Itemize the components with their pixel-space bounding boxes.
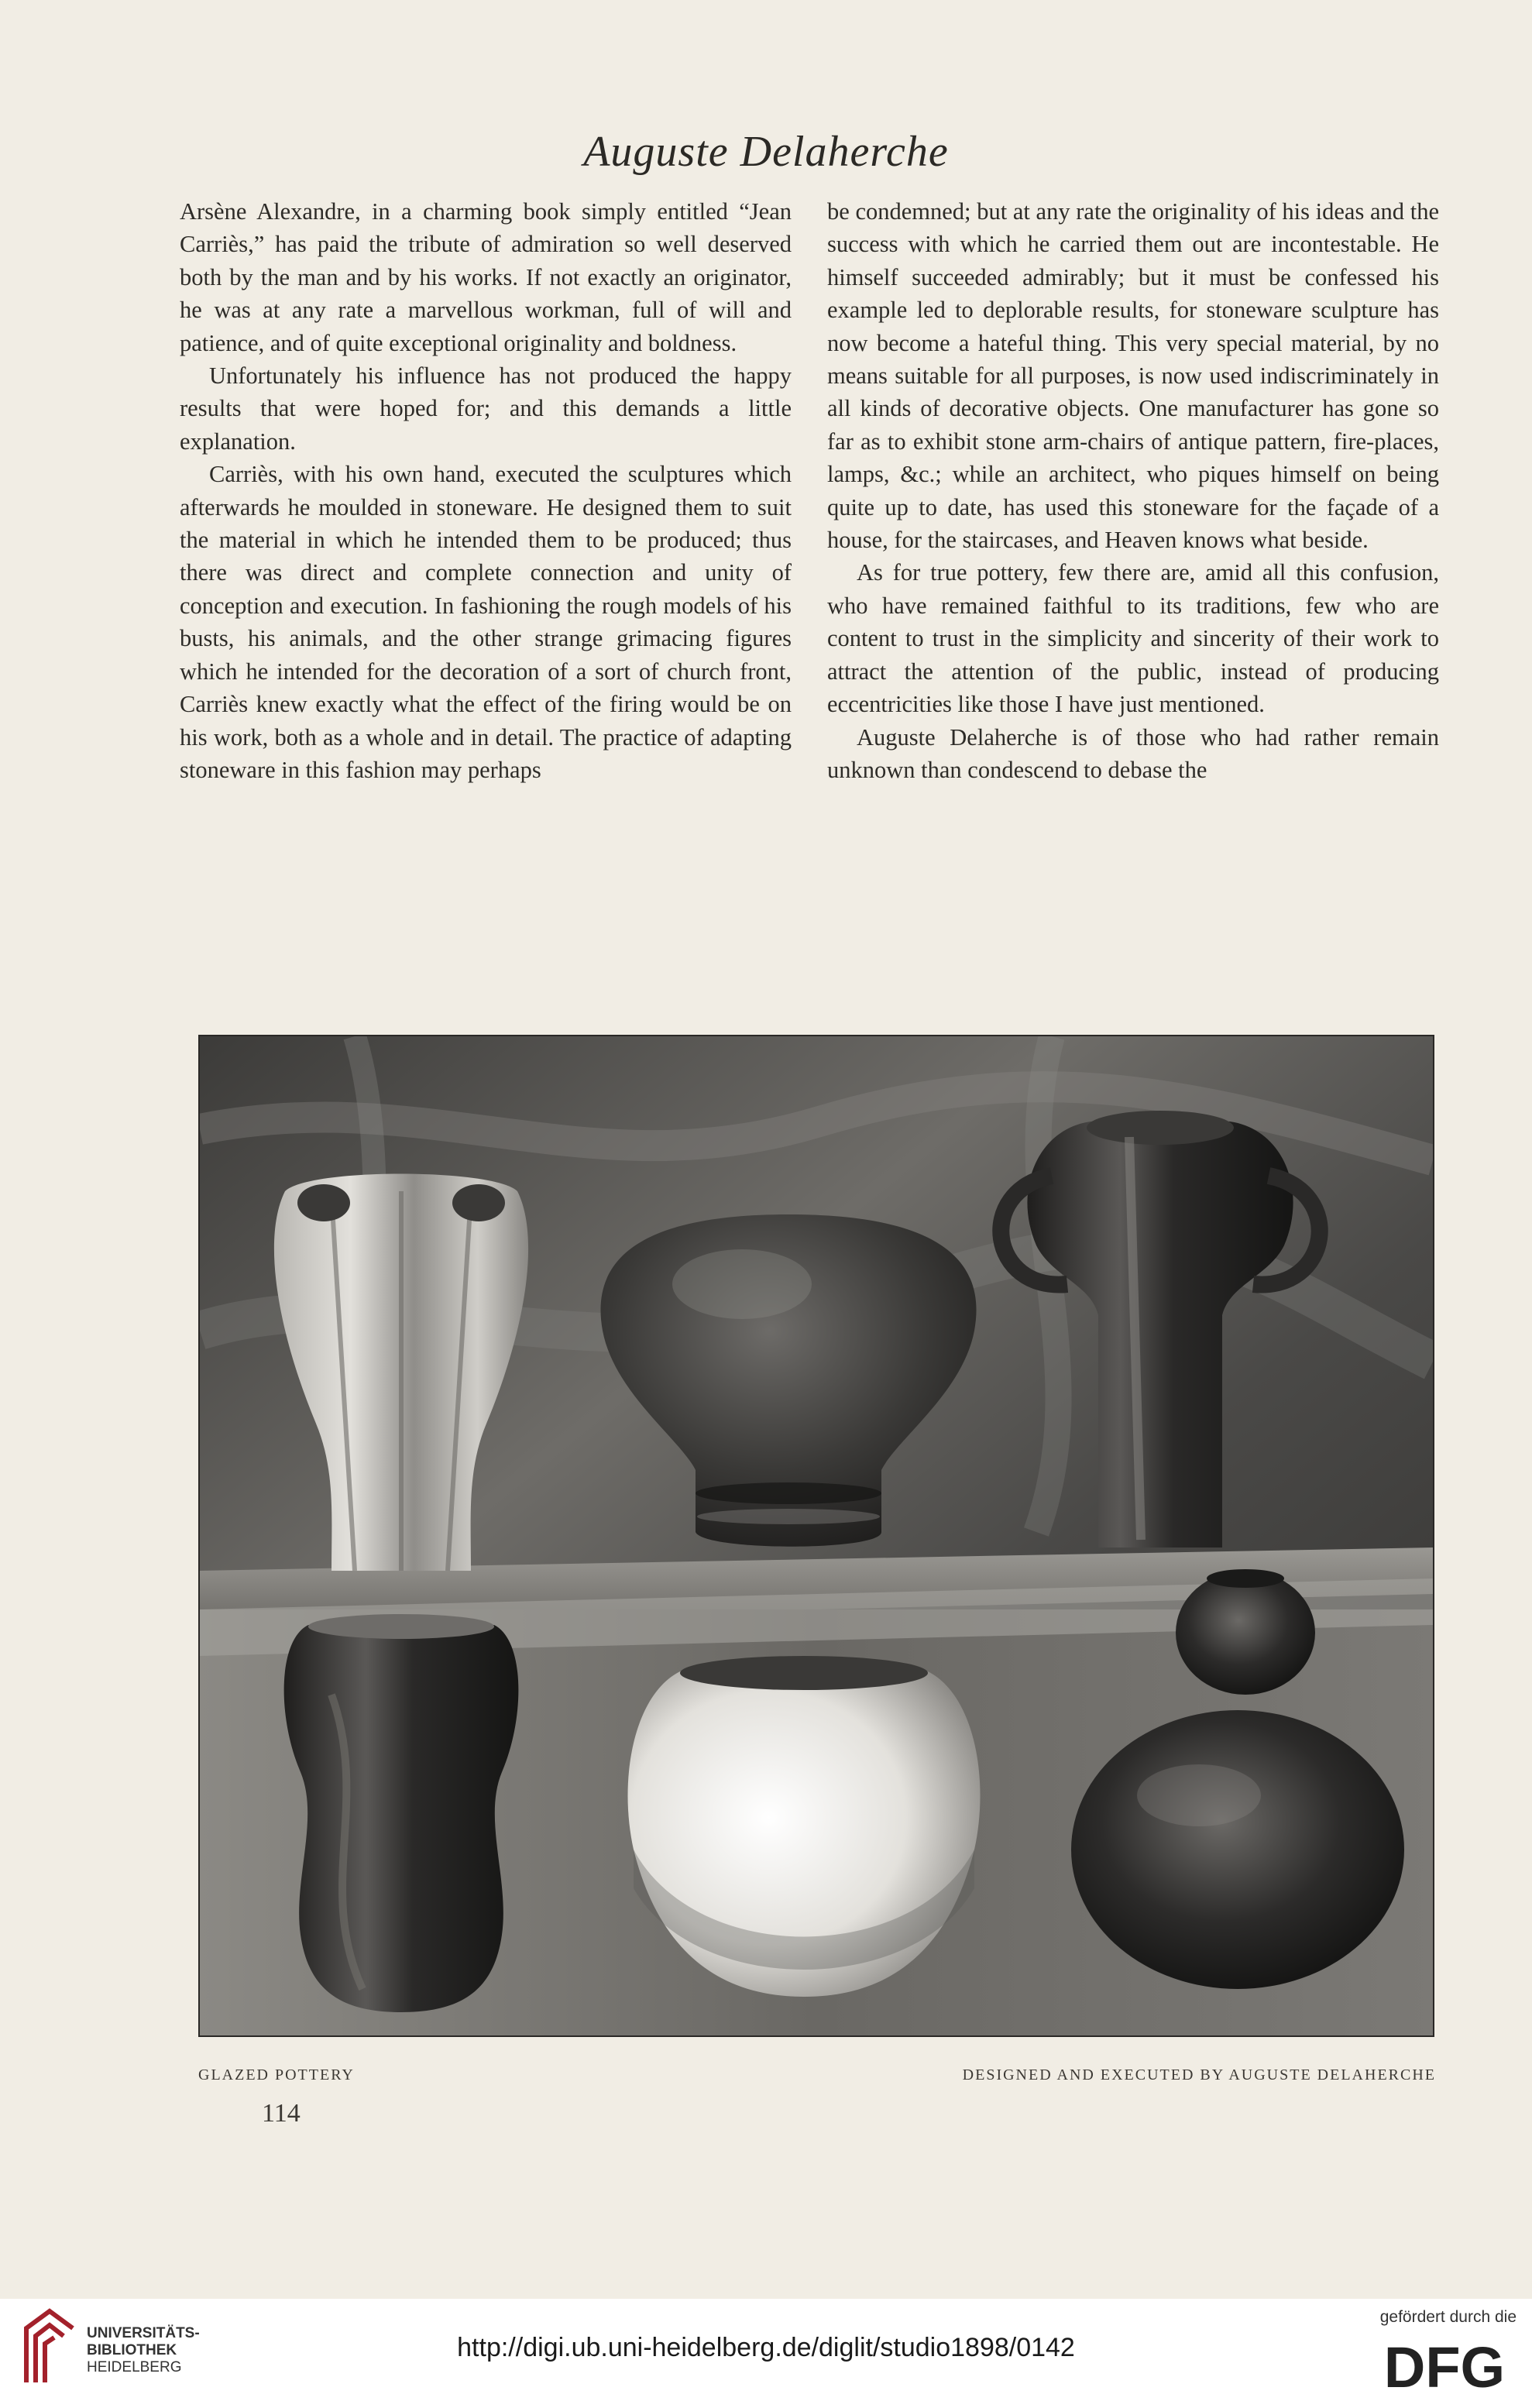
caption-left: GLAZED POTTERY (198, 2066, 355, 2083)
caption-right: DESIGNED AND EXECUTED BY AUGUSTE DELAHERCHE (962, 2066, 1436, 2083)
dfg-logo-icon (1371, 2334, 1518, 2396)
funded-by-text: gefördert durch die (1379, 2308, 1517, 2326)
library-name-line: HEIDELBERG (87, 2359, 182, 2375)
pottery-photo-illustration (200, 1036, 1433, 2035)
paragraph: As for true pottery, few there are, amid all this confusion, who have remained faithful to its traditions, few who are content to trust in the simplicity and sincerity of their work to attract the attention of the public, instead of producing eccentricities like those I have just mentioned. (827, 559, 1439, 718)
source-url-link[interactable]: http://digi.ub.uni-heidelberg.de/diglit/studio1898/0142 (457, 2333, 1075, 2362)
library-name-line: BIBLIOTHEK (87, 2342, 177, 2358)
library-name-line: UNIVERSITÄTS- (87, 2325, 200, 2341)
running-head: Auguste Delaherche (583, 128, 949, 176)
right-text-column (827, 195, 1439, 786)
page-number: 114 (262, 2099, 301, 2128)
paragraph: Carriès, with his own hand, executed the sculptures which afterwards he moulded in stoneware. He designed them to suit the material in which he intended them to be produced; thus there was direct and complete connection and unity of conception and execution. In fashioning the rough models of his busts, his animals, and the other strange grimacing figures which he intended for the decoration of a sort of church front, Carriès knew exactly what the effect of the firing would be on his work, both as a whole and in detail. The practice of adapting stoneware in this fashion may perhaps (180, 461, 792, 783)
paragraph: Arsène Alexandre, in a charming book simply entitled “Jean Carriès,” has paid the tribute of admiration so well deserved both by the man and by his works. If not exactly an originator, he was at any rate a marvellous workman, full of will and patience, and of quite exceptional originality and boldness. (180, 198, 792, 356)
pottery-photograph (198, 1035, 1434, 2037)
paragraph: Auguste Delaherche is of those who had rather remain unknown than condescend to debase the (827, 723, 1439, 783)
digitization-footer (0, 2299, 1532, 2408)
left-text-column (180, 195, 792, 786)
dfg-logo-text: DFG (1383, 2335, 1506, 2396)
paragraph: be condemned; but at any rate the originality of his ideas and the success with which he carried them out are incontestable. He himself succeeded admirably; but it must be confessed his example led to deplorable results, for stoneware sculpture has now become a hateful thing. This very special material, by no means suitable for all purposes, is now used indiscriminately in all kinds of decorative objects. One manufacturer has gone so far as to exhibit stone arm-chairs of antique pattern, fire-places, lamps, &c.; while an architect, who piques himself on being quite up to date, has used this stoneware for the façade of a house, for the staircases, and Heaven knows what beside. (827, 198, 1439, 554)
paragraph: Unfortunately his influence has not produced the happy results that were hoped for; and this demands a little explanation. (180, 362, 792, 455)
